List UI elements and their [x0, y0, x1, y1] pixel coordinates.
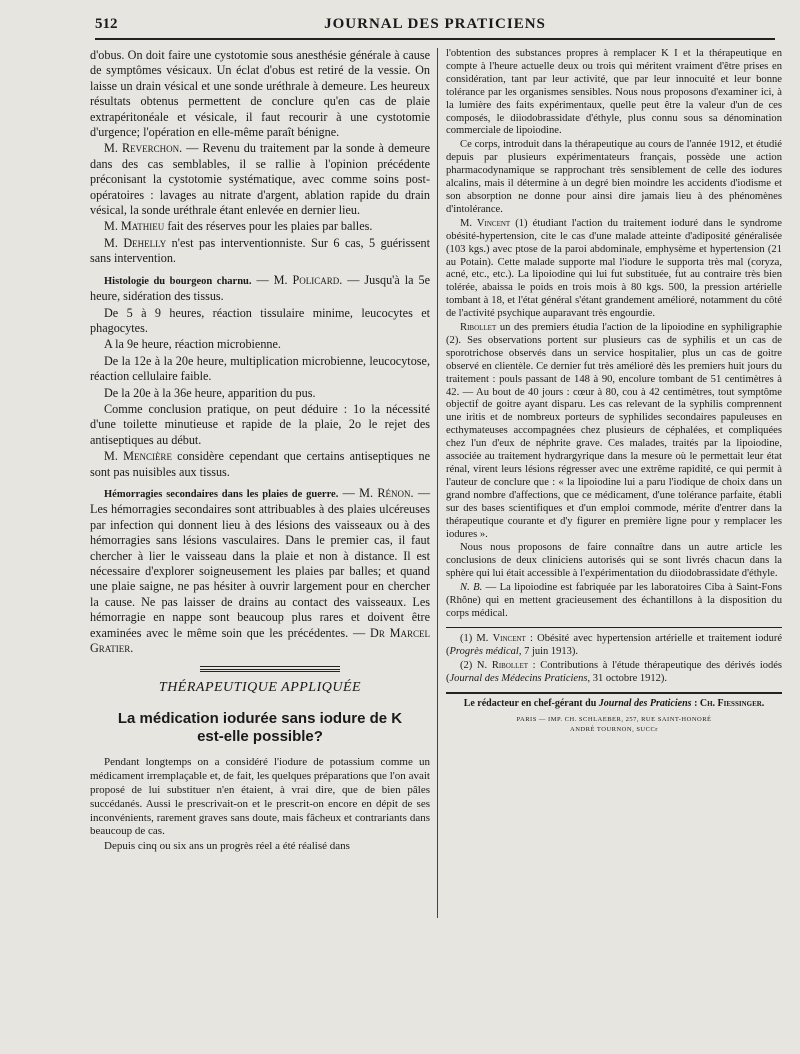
paragraph: De la 20e à la 36e heure, apparition du pus. [104, 385, 316, 400]
paragraph-text: Jusqu'à la 5e heure, sidération des tissus. [90, 272, 430, 304]
paragraph: Depuis cinq ou six ans un progrès réel a été réalisé dans [104, 840, 350, 853]
speaker-name: M. Mencière [104, 449, 172, 464]
footnote-rule [446, 627, 782, 628]
article-title-line: est-elle possible? [197, 728, 323, 746]
speaker-name: M. Vincent [460, 217, 511, 229]
paragraph: Comme conclusion pratique, on peut déduire : 1o la nécessité d'une toilette minutieuse et rapide de la plaie, 2o le rejet des antiseptiques au début. [90, 401, 430, 447]
paragraph [90, 486, 430, 656]
article-title-line: La médication iodurée sans iodure de K [117, 710, 403, 728]
footnote-journal: Journal des Médecins Praticiens [449, 673, 588, 685]
page-number: 512 [95, 16, 118, 32]
paragraph-text: (1) étudiant l'action du traitement ioduré dans le syndrome obésité-hypertension, cite le cas d'une malade atteinte d'adiposité généralisée (103 kgs.) avec ptose de la paroi abdominale, emphysème et hypertension (21 au Potain). Cette malade supporte mal l'iodure le supporta très mal (coryza, acné, etc., etc.). La lipoiodine qui lui fut substituée, fut au contraire très bien tolérée, abaissa le poids en trois mois à 80 kgs. 500, la pression artérielle tombant à 18, et l'état général s'étant grandement amélioré, notamment du côté de l'activité psychique auparavant très engourdie. [446, 217, 782, 320]
footnote [446, 660, 782, 686]
signature: Dr Marcel Gratier. [90, 625, 430, 656]
footnote-marker: (2) N. [460, 660, 492, 672]
footer-rule [446, 692, 782, 694]
header-rule [95, 38, 775, 40]
right-column [446, 48, 782, 735]
footnote-author: Ribollet [491, 660, 528, 672]
paragraph [90, 236, 430, 267]
paragraph-text: un des premiers étudia l'action de la lipoiodine en syphiligraphie (2). Ses observations portent sur plusieurs cas de syphilis et un cas de sporotrichose observés dans un service hospitalier, plus un cas de goitre observé en clientèle. Ce dernier fut très amélioré dès les premiers huit jours du traitement : pouls passant de 148 à 90, encolure tombant de 51 centimètres à 42. — Au bout de 40 jours : cœur à 80, cou à 42 centimètres, tout symptôme objectif de goitre ayant disparu. Les cas relevant de la syphilis comprennent une iritis et de nombreux porteurs de syphilides secondaires papuleuses en ecthymateuses accompagnées chez plusieurs de céphalées, et compliquées chez l'un d'eux de néphrite grave. Ces malades, traités par la lipoiodine, associée au traitement hydrargyrique dans la mesure où le permettait leur état rénal, virent leurs lésions régresser avec une extrême rapidité, ce qui permit à l'auteur de conclure que : « la lipoiodine lui a paru l'iodique de choix dans un grand nombre d'affections, que ce médicament, d'une tolérance parfaite, établi sur des bases scientifiques et d'un emploi commode, mérite d'entrer dans la thérapeutique courante et d'y figurer en première ligne pour y remplacer les iodures ». [446, 322, 782, 540]
paragraph: d'obus. On doit faire une cystotomie sous anesthésie générale à cause de symptômes vésicaux. Un éclat d'obus est retiré de la vessie. On laisse un drain vésical et une sonde uréthrale à demeure. Les heureux résultats obtenus permettent de conclure qu'en cas de plaie extrapéritonéale et vésicale, il faut recourir à une cystotomie d'urgence; l'opération en elle-même paraît bénigne. [90, 48, 430, 140]
article-title [90, 710, 430, 746]
footnote-date: , 31 octobre 1912). [587, 673, 668, 685]
subheading: Hémorragies secondaires dans les plaies de guerre. [104, 488, 339, 500]
paragraph: De la 12e à la 20e heure, multiplication microbienne, leucocytose, réaction cellulaire faible. [90, 353, 430, 384]
left-column [90, 48, 430, 855]
speaker-name: — M. Policard. — [251, 272, 360, 287]
footnote-marker: (1) M. [460, 632, 493, 644]
footnote-text: : Contributions à l'étude thérapeutique des dérivés iodés ( [446, 660, 782, 685]
paragraph-text: — La lipoiodine est fabriquée par les laboratoires Ciba à Saint-Fons (Rhône) qui en mettent gracieusement des échantillons à la disposition du corps médical. [446, 582, 783, 619]
editor-name: : Ch. Fiessinger. [691, 698, 765, 710]
column-separator [437, 48, 438, 918]
speaker-name: Ribollet [460, 322, 497, 334]
paragraph [446, 582, 782, 621]
speaker-name: M. Mathieu [104, 219, 165, 234]
paragraph [90, 273, 430, 305]
paragraph-text: considère cependant que certains antiseptiques ne sont pas nuisibles aux tissus. [90, 449, 430, 479]
paragraph: Ce corps, introduit dans la thérapeutique au cours de l'année 1912, et étudié depuis par plusieurs expérimentateurs français, possède une action pharmacodynamique se rapprochant très sensiblement de celle des iodures alcalins, mais il détermine à un degré bien moindre les accidents d'iodisme et son absorption ne donne pour ainsi dire jamais lieu à des phénomènes d'intolérance. [446, 139, 782, 215]
paragraph-text: fait des réserves pour les plaies par balles. [164, 219, 373, 234]
footnote [446, 633, 782, 659]
footnote-author: Vincent [492, 632, 526, 644]
footnote-text: : Obésité avec hypertension artérielle et traitement ioduré ( [446, 632, 782, 657]
paragraph: Pendant longtemps on a considéré l'iodure de potassium comme un médicament irremplaçable et, de fait, les quelques préparations que l'on avait proposé de lui substituer n'en étaient, à vrai dire, que de bien pâles succédanés. Aussi le prescrivait-on et le prescrit-on encore en dépit de ses inconvénients, rarement graves sans doute, mais fâcheux et contrariants dans beaucoup de cas. [90, 756, 430, 838]
paragraph: De 5 à 9 heures, réaction tissulaire minime, leucocytes et phagocytes. [90, 305, 430, 335]
paragraph: l'obtention des substances propres à remplacer K I et la thérapeutique en compte à l'heure actuelle deux ou trois qui méritent vraiment d'être prises en considération, tant par leur activité, que par leur innocuité et leur bonne tolérance par les organismes sensibles. Nous nous proposons d'examiner ici, à la lumière des faits expérimentaux, quelle peut être la valeur d'un de ces composés, le diiodobrassidate d'éthyle, plus connu sous sa dénomination commerciale de lipoiodine. [446, 48, 782, 137]
paragraph [90, 219, 430, 234]
printer-line: PARIS — IMP. CH. SCHLAEBER, 257, RUE SAINT-HONORÉ [516, 716, 712, 724]
journal-title: JOURNAL DES PRATICIENS [324, 16, 546, 32]
paragraph [446, 218, 782, 321]
editor-line [446, 698, 782, 709]
paragraph [90, 141, 430, 218]
editor-prefix: Le rédacteur en chef-gérant du [463, 698, 599, 710]
section-rule [200, 669, 340, 672]
speaker-name: — M. Rénon. [342, 485, 414, 500]
paragraph-text: — Revenu du traitement par la sonde à demeure dans des cas semblables, il se rallie à l'opinion précédente préconisant la cystotomie systématique, avec comme soins post-opératoires : lavages au nitrate d'argent, ablation rapide du drain vésical, la sonde uréthrale étant enlevée en dernier lieu. [90, 141, 430, 218]
printer-line: ANDRÉ TOURNON, SUCCr [570, 726, 658, 734]
paragraph-text: n'est pas interventionniste. Sur 6 cas, 5 guérissent sans intervention. [90, 235, 430, 266]
speaker-name: M. Dehelly [104, 235, 167, 250]
speaker-name: M. Reverchon. [104, 141, 183, 156]
paragraph: A la 9e heure, réaction microbienne. [104, 337, 281, 352]
paragraph: Nous nous proposons de faire connaître dans un autre article les conclusions de deux cliniciens autorisés qui se sont livrés chacun dans la sphère qui lui était accessible à l'expérimentation du diiodobrassidate d'éthyle. [446, 542, 782, 580]
subheading: Histologie du bourgeon charnu. [104, 275, 252, 287]
nb-label: N. B. [460, 582, 483, 594]
editor-journal: Journal des Praticiens [598, 698, 692, 710]
footnote-date: , 7 juin 1913). [518, 645, 579, 657]
paragraph [90, 449, 430, 480]
footnote-journal: Progrès médical [449, 645, 519, 657]
section-title: THÉRAPEUTIQUE APPLIQUÉE [158, 680, 362, 696]
printer-imprint [446, 715, 782, 735]
page-header [95, 14, 775, 40]
paragraph-text: — Les hémorragies secondaires sont attribuables à des plaies ulcéreuses par infection qui donnent lieu à des lésions des vaisseaux ou à des hémorragies sans lésions vasculaires. Dans le premier cas, il faut chercher à lier le vaisseau dans la plaie et non à distance. Il est nécessaire d'explorer soigneusement les plaies par balles; et quand une plaie saigne, ne pas hésiter à ouvrir largement pour en chercher la cause. Ne pas laisser de drains au contact des vaisseaux. Les hémorragie en nappe sont beaucoup plus rares et doivent être examinées avec le même soin que les précédentes. — [90, 485, 431, 640]
section-rule [200, 666, 340, 667]
paragraph [446, 322, 782, 541]
